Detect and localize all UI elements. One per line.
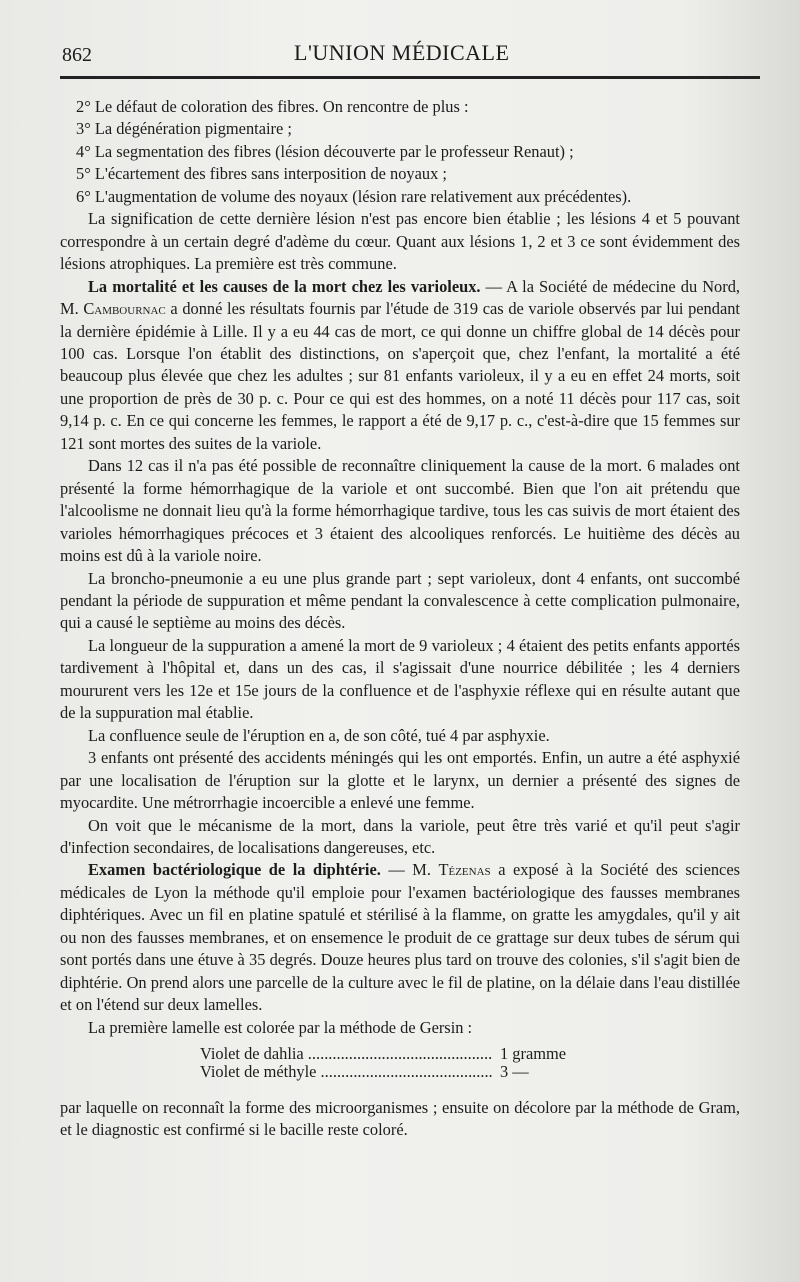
paragraph: La longueur de la suppuration a amené la mort de 9 varioleux ; 4 étaient des petits enfants apportés tardivement à l'hôpital et, dans un des cas, il s'agissait d'une nourrice débilitée ; les 4 derniers moururent vers les 12e et 15e jours de la confluence et de l'asphyxie réflexe qui en résulte autant que de la suppuration mal établie.: [60, 635, 740, 723]
section-text: A la Société de médecine du Nord, M.: [60, 276, 740, 319]
recipe-row: [200, 1045, 610, 1063]
page-body: [60, 96, 740, 1142]
paragraph: On voit que le mécanisme de la mort, dans la variole, peut être très varié et qu'il peut s'agir d'infection secondaires, de localisations dangereuses, etc.: [60, 815, 740, 857]
section-text: M.: [412, 860, 439, 880]
paragraph-final: par laquelle on reconnaît la forme des microorganismes ; ensuite on décolore par la méthode de Gram, et le diagnostic est confirmé si le bacille reste coloré.: [60, 1098, 740, 1140]
recipe-ingredient: Violet de dahlia .....: [200, 1045, 492, 1063]
paragraph-lamelle: La première lamelle est colorée par la méthode de Gersin :: [88, 1017, 473, 1037]
recipe-row: [200, 1063, 610, 1081]
author-name: Tézenas: [438, 860, 491, 880]
paragraph: Dans 12 cas il n'a pas été possible de reconnaître cliniquement la cause de la mort. 6 malades ont présenté la forme hémorrhagique de la variole et ont succombé. Bien que l'on ait prétendu que l'alcoolisme ne donnait lieu qu'à la forme hémorrhagique tardive, tous les cas suivis de mort étaient des varioles hémorrhagiques précoces et 3 étaient des alcooliques renforcés. Le huitième des décès au moins est dû à la variole noire.: [60, 456, 740, 566]
section-text: a exposé à la Société des sciences médicales de Lyon la méthode qu'il emploie pour l'examen bactériologique des fausses membranes diphtériques. Avec un fil en platine spatulé et stérilisé à la flamme, on gratte les amygdales, qu'il y ait ou non des fausses membranes, et on ensemence le produit de ce grattage sur deux tubes de sérum qui sont portés dans une étuve à 35 degrés. Douze heures plus tard on trouve des colonies, s'il s'agit bien de diphtérie. On prend alors une parcelle de la culture avec le fil de platine, on la délaie dans l'eau distillée et on l'étend sur deux lamelles.: [60, 860, 740, 1015]
stain-recipe: [200, 1045, 610, 1081]
section-dash: —: [480, 276, 507, 296]
list-item: 6° L'augmentation de volume des noyaux (lésion rare relativement aux précédentes).: [76, 186, 632, 206]
section-dash: —: [380, 860, 413, 880]
page-header: [62, 36, 760, 76]
list-item: 5° L'écartement des fibres sans interposition de noyaux ;: [76, 164, 447, 184]
section-text: a donné les résultats fournis par l'étude de 319 cas de variole observés par lui pendant la dernière épidémie à Lille. Il y a eu 44 cas de mort, ce qui donne un chiffre global de 14 décès pour 100 cas. Lorsque l'on établit des distinctions, on s'aperçoit que, chez l'enfant, la mortalité a été beaucoup plus élevée que chez les adultes ; sur 81 enfants varioleux, il y a eu en effet 24 morts, soit une proportion de près de 30 p. c. Pour ce qui est des hommes, on a noté 11 décès pour 117 cas, soit 9,14 p. c. En ce qui concerne les femmes, le rapport a été de 9,17 p. c., c'est-à-dire que 15 femmes sur 121 sont mortes des suites de la variole.: [60, 299, 740, 453]
paragraph-lesions: La signification de cette dernière lésion n'est pas encore bien établie ; les lésions 4 et 5 pouvant correspondre à un certain degré d'adème du cœur. Quant aux lésions 1, 2 et 3 ce sont évidemment des lésions atrophiques. La première est très commune.: [60, 209, 740, 274]
page-number: 862: [62, 44, 92, 66]
recipe-ingredient: Violet de méthyle .....: [200, 1063, 492, 1081]
section-title-diphterie: Examen bactériologique de la diphtérie.: [88, 860, 381, 880]
paragraph: La confluence seule de l'éruption en a, de son côté, tué 4 par asphyxie.: [88, 725, 550, 745]
section-mortalite: [60, 276, 740, 456]
list-item: 2° Le défaut de coloration des fibres. On rencontre de plus :: [76, 97, 469, 116]
recipe-quantity: 1 gramme: [500, 1044, 566, 1064]
section-title-mortalite: La mortalité et les causes de la mort chez les varioleux.: [88, 276, 481, 296]
running-title: L'UNION MÉDICALE: [294, 40, 510, 65]
list-item: 3° La dégénération pigmentaire ;: [76, 119, 292, 139]
list-item: 4° La segmentation des fibres (lésion découverte par le professeur Renaut) ;: [76, 141, 574, 161]
paragraph: 3 enfants ont présenté des accidents méningés qui les ont emportés. Enfin, un autre a été asphyxié par une localisation de l'éruption sur la glotte et le larynx, un dernier a présenté des signes de myocardite. Une métrorrhagie incoercible a enlevé une femme.: [60, 748, 740, 813]
author-name: Cambournac: [83, 299, 166, 319]
section-diphterie: [60, 859, 740, 1016]
recipe-quantity: 3 —: [500, 1062, 529, 1082]
header-rule: [60, 76, 760, 79]
paragraph: La broncho-pneumonie a eu une plus grande part ; sept varioleux, dont 4 enfants, ont succombé pendant la période de suppuration et même pendant la convalescence à cette complication pulmonaire, qui a causé le septième au moins des décès.: [60, 568, 740, 633]
